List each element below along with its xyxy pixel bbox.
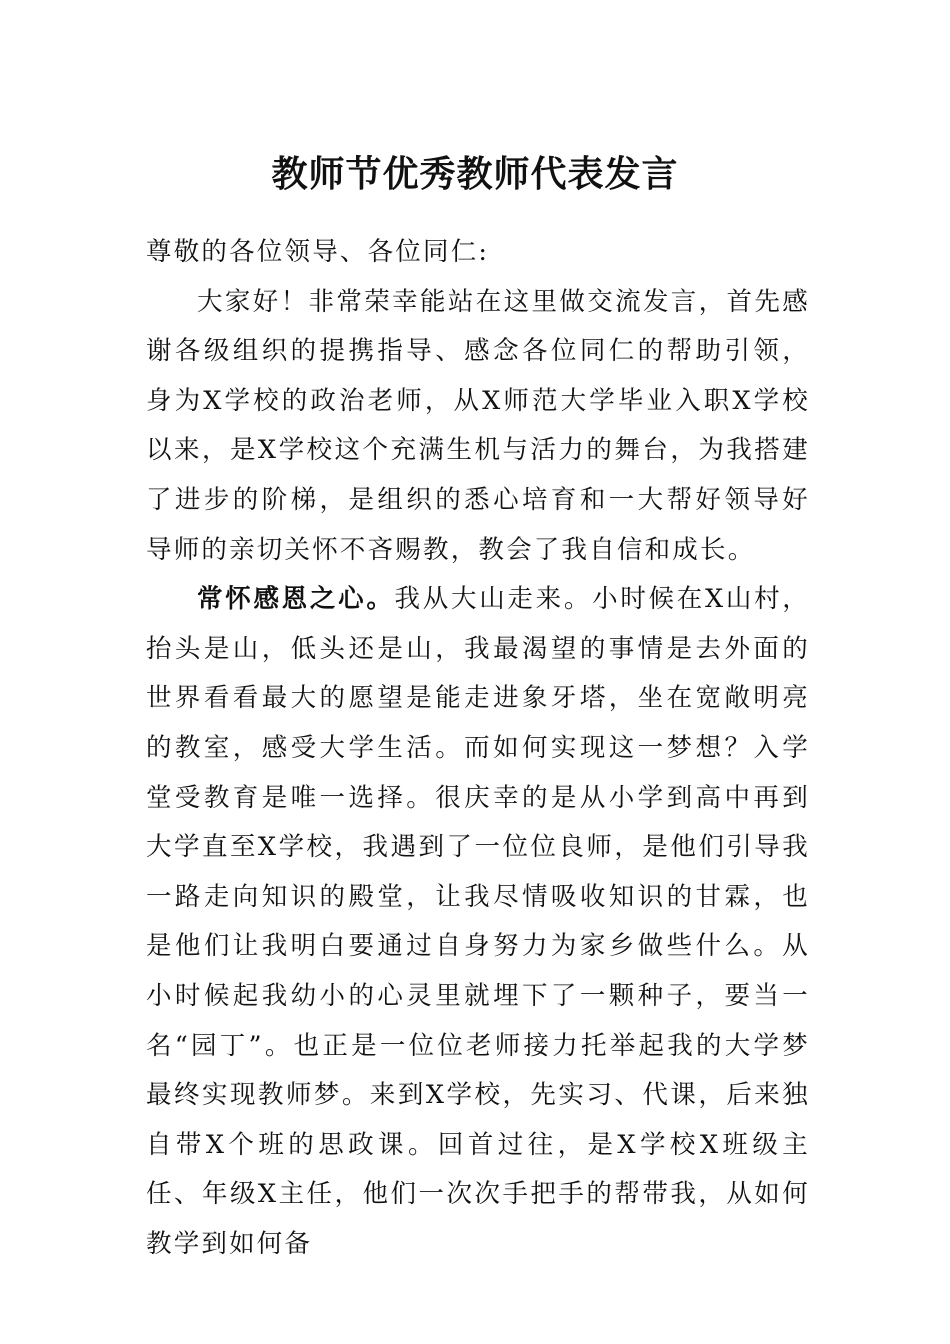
document-body — [146, 228, 810, 1269]
paragraph-2-lead: 常怀感恩之心。 — [197, 584, 395, 615]
paragraph-2-text: 我从大山走来。小时候在X山村，抬头是山，低头还是山，我最渴望的事情是去外面的世界看看最大的愿望是能走进象牙塔，坐在宽敞明亮的教室，感受大学生活。而如何实现这一梦想？入学堂受教育是唯一选择。很庆幸的是从小学到高中再到大学直至X学校，我遇到了一位位良师，是他们引导我一路走向知识的殿堂，让我尽情吸收知识的甘霖，也是他们让我明白要通过自身努力为家乡做些什么。从小时候起我幼小的心灵里就埋下了一颗种子，要当一名“园丁”。也正是一位位老师接力托举起我的大学梦最终实现教师梦。来到X学校，先实习、代课，后来独自带X个班的思政课。回首过往，是X学校X班级主任、年级X主任，他们一次次手把手的帮带我，从如何教学到如何备 — [146, 584, 810, 1259]
paragraph-1 — [146, 278, 810, 576]
paragraph-1-text: 大家好！非常荣幸能站在这里做交流发言，首先感谢各级组织的提携指导、感念各位同仁的帮助引领，身为X学校的政治老师，从X师范大学毕业入职X学校以来，是X学校这个充满生机与活力的舞台，为我搭建了进步的阶梯，是组织的悉心培育和一大帮好领导好导师的亲切关怀不吝赐教，教会了我自信和成长。 — [146, 286, 810, 565]
salutation: 尊敬的各位领导、各位同仁: — [146, 237, 490, 267]
document-title: 教师节优秀教师代表发言 — [271, 153, 679, 195]
paragraph-2 — [146, 575, 810, 1269]
